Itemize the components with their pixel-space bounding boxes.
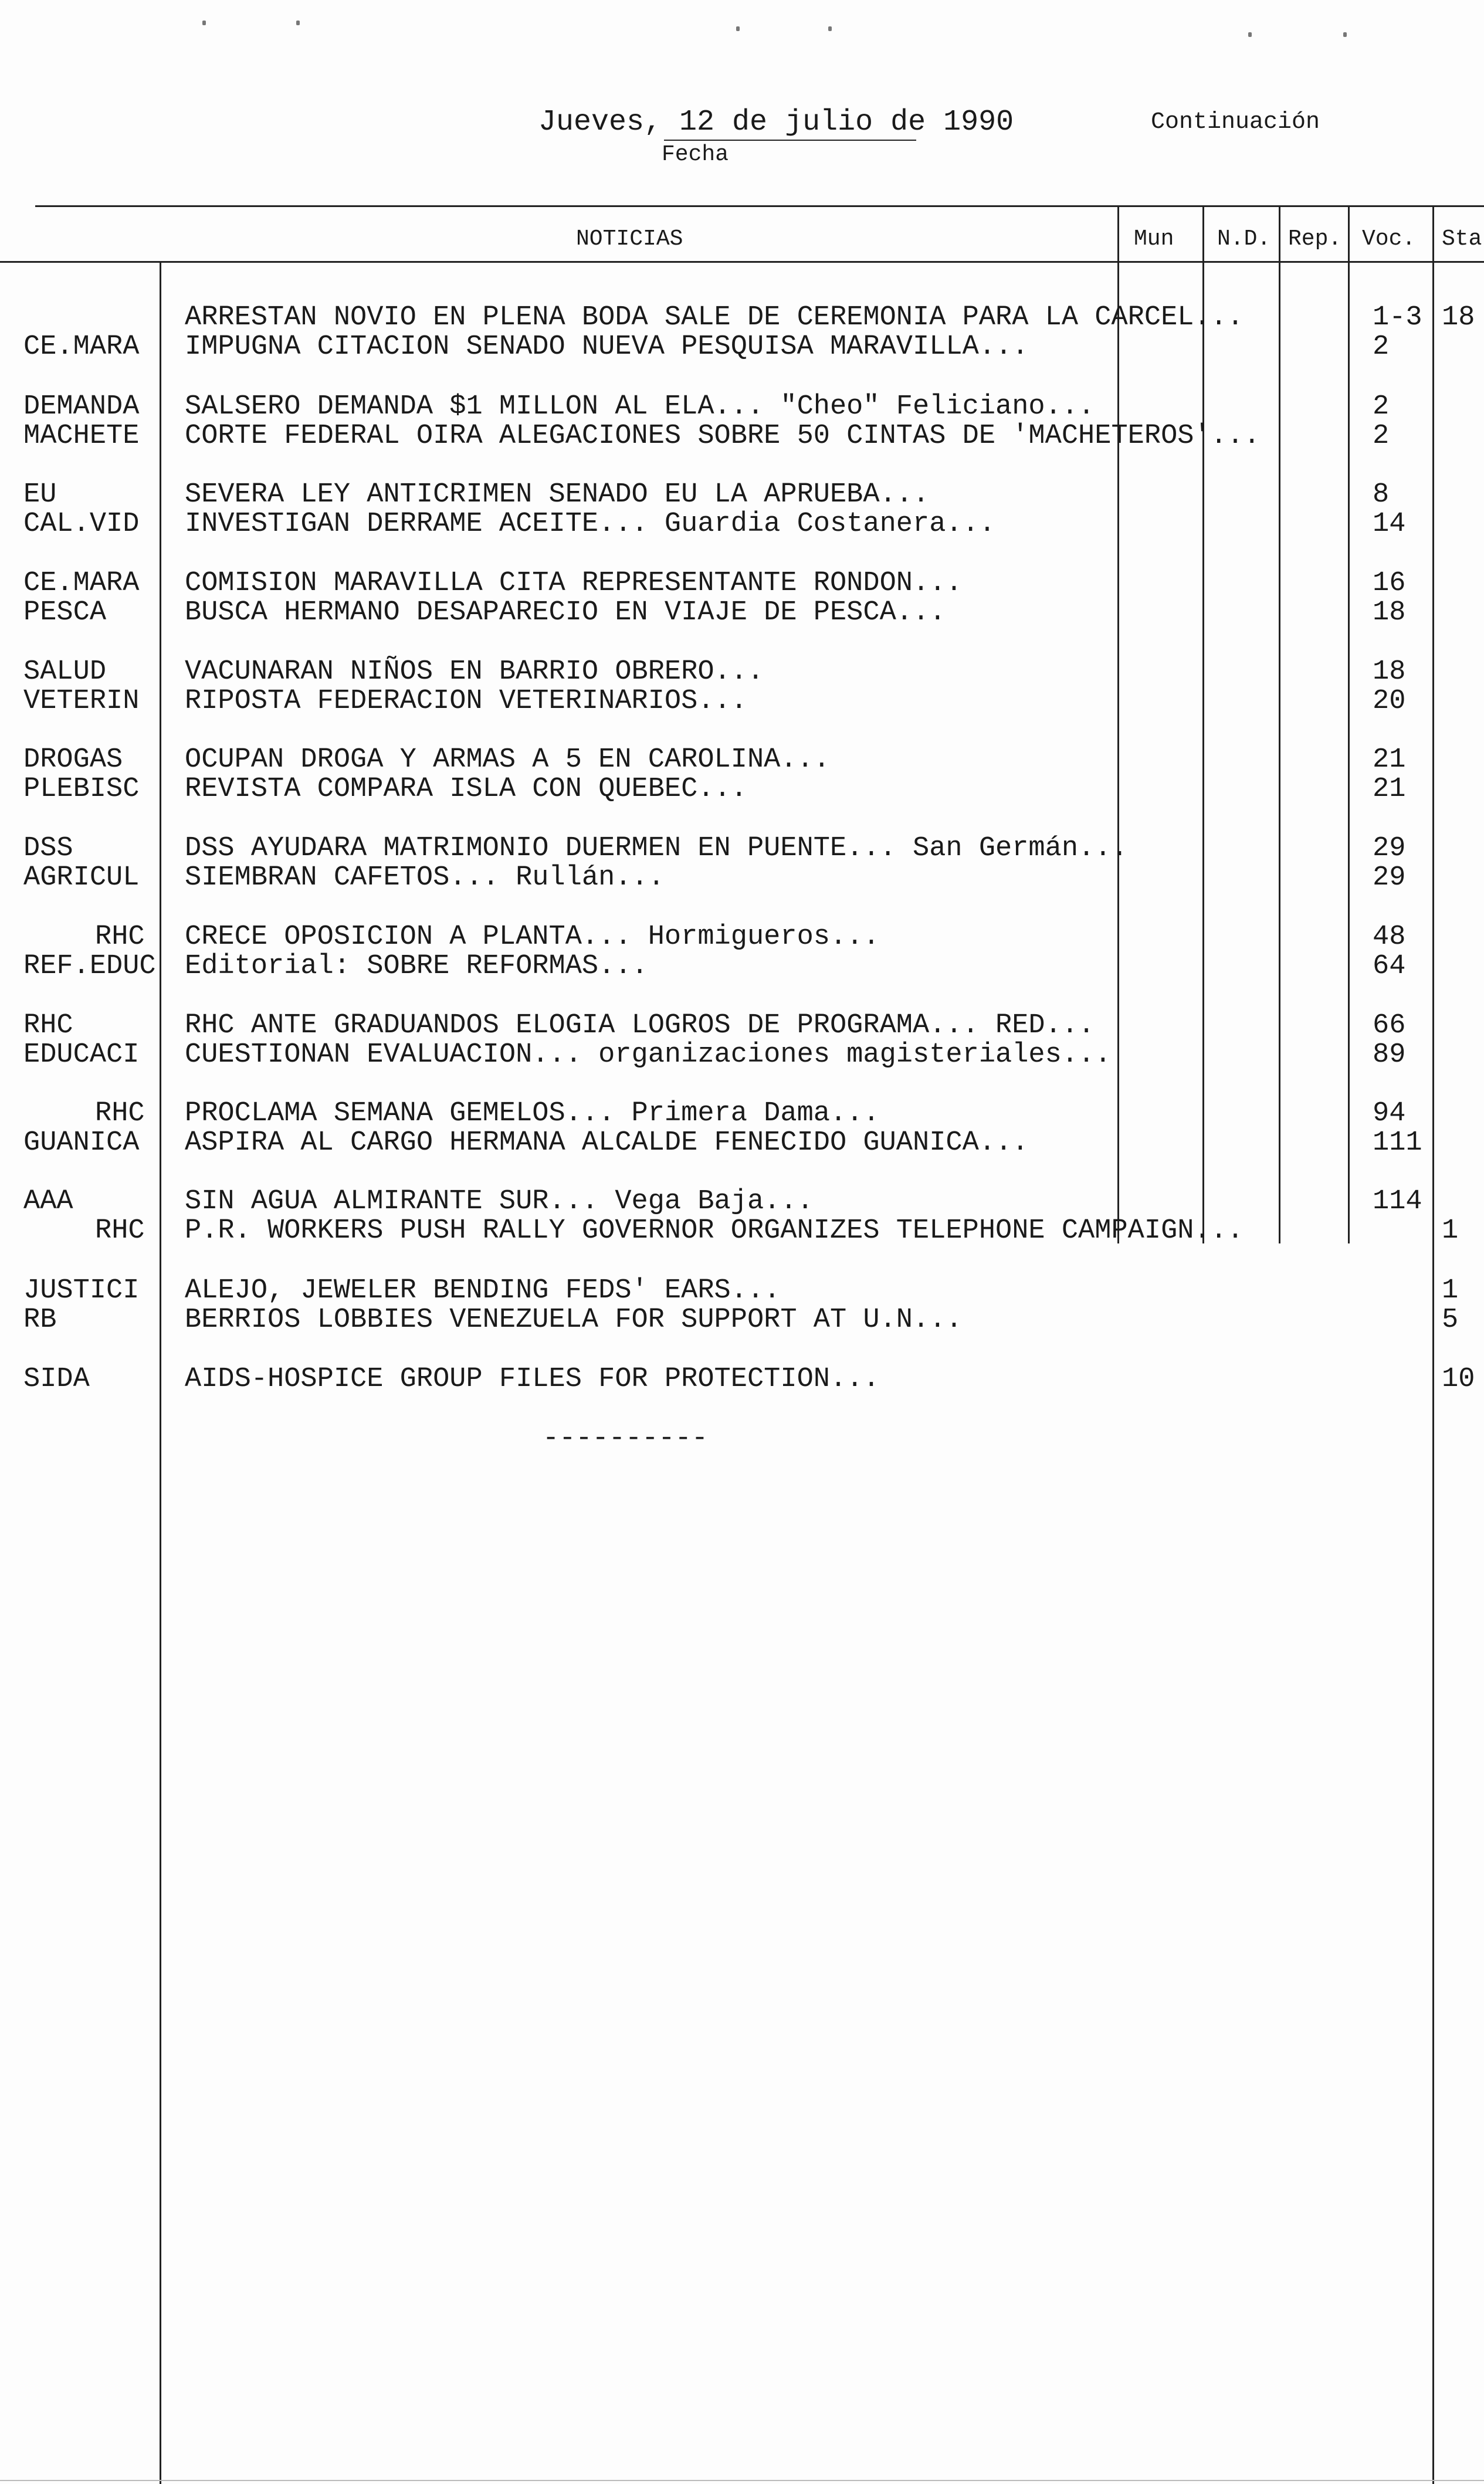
row-category: AAA — [23, 1186, 73, 1217]
row-category: RHC — [23, 1010, 73, 1041]
row-headline: COMISION MARAVILLA CITA REPRESENTANTE RONDON... — [185, 568, 963, 599]
row-headline: Editorial: SOBRE REFORMAS... — [185, 951, 648, 982]
row-headline: PROCLAMA SEMANA GEMELOS... Primera Dama... — [185, 1098, 880, 1129]
row-voc: 64 — [1373, 951, 1406, 982]
row-voc: 2 — [1373, 391, 1390, 422]
row-voc: 48 — [1373, 921, 1406, 953]
scan-speck — [736, 26, 740, 31]
row-headline: CORTE FEDERAL OIRA ALEGACIONES SOBRE 50 CINTAS DE 'MACHETEROS'... — [185, 421, 1261, 452]
row-sta: 1 — [1442, 1275, 1459, 1306]
table-row — [0, 951, 1406, 982]
header-date-label: Fecha — [662, 142, 729, 167]
row-category: CE.MARA — [23, 568, 140, 599]
row-category: CE.MARA — [23, 331, 140, 362]
header-date: Jueves, 12 de julio de 1990 — [538, 106, 1014, 139]
row-category: EU — [23, 479, 57, 510]
row-sta: 18 — [1442, 302, 1475, 333]
date-underline — [664, 140, 916, 141]
table-row — [0, 331, 1390, 362]
scan-bottom-edge — [0, 2480, 1484, 2481]
row-voc: 66 — [1373, 1010, 1406, 1041]
table-row — [0, 479, 1390, 510]
table-row — [0, 302, 1475, 333]
row-headline: RHC ANTE GRADUANDOS ELOGIA LOGROS DE PROGRAMA... RED... — [185, 1010, 1095, 1041]
column-divider-voc — [1348, 205, 1350, 1243]
column-divider-category — [160, 261, 161, 2484]
row-category: GUANICA — [23, 1127, 140, 1158]
row-voc: 89 — [1373, 1039, 1406, 1070]
row-category: VETERIN — [23, 686, 140, 717]
table-row — [0, 568, 1406, 599]
scan-speck — [1343, 32, 1347, 37]
table-header-rule — [0, 261, 1484, 263]
column-header-noticias: NOTICIAS — [576, 226, 683, 252]
row-voc: 29 — [1373, 862, 1406, 893]
header-continuation: Continuación — [1151, 109, 1320, 135]
table-row — [0, 1275, 1459, 1306]
row-headline: SALSERO DEMANDA $1 MILLON AL ELA... "Cheo" Feliciano... — [185, 391, 1095, 422]
row-category: RHC — [95, 921, 145, 953]
table-row — [0, 1304, 1459, 1336]
row-category: JUSTICI — [23, 1275, 140, 1306]
row-headline: VACUNARAN NIÑOS EN BARRIO OBRERO... — [185, 656, 764, 687]
row-sta: 1 — [1442, 1215, 1459, 1246]
column-header-mun: Mun — [1134, 226, 1174, 252]
row-voc: 1-3 — [1373, 302, 1422, 333]
row-voc: 18 — [1373, 656, 1406, 687]
row-category: EDUCACI — [23, 1039, 140, 1070]
table-row — [0, 421, 1390, 452]
row-category: RHC — [95, 1215, 145, 1246]
column-header-rep: Rep. — [1288, 226, 1342, 252]
row-headline: ASPIRA AL CARGO HERMANA ALCALDE FENECIDO GUANICA... — [185, 1127, 1029, 1158]
column-header-sta: Sta — [1442, 226, 1482, 252]
table-top-rule — [35, 205, 1484, 207]
table-row — [0, 1364, 1475, 1395]
row-headline: ARRESTAN NOVIO EN PLENA BODA SALE DE CEREMONIA PARA LA CARCEL... — [185, 302, 1244, 333]
row-category: DSS — [23, 833, 73, 864]
row-category: REF.EDUC — [23, 951, 156, 982]
table-row — [0, 1098, 1406, 1129]
row-category: RHC — [95, 1098, 145, 1129]
row-voc: 2 — [1373, 421, 1390, 452]
row-headline: INVESTIGAN DERRAME ACEITE... Guardia Costanera... — [185, 509, 996, 540]
row-headline: BUSCA HERMANO DESAPARECIO EN VIAJE DE PESCA... — [185, 597, 946, 628]
column-divider-rep — [1279, 205, 1280, 1243]
row-voc: 21 — [1373, 774, 1406, 805]
scan-speck — [202, 21, 206, 25]
row-category: SIDA — [23, 1364, 90, 1395]
row-voc: 8 — [1373, 479, 1390, 510]
row-headline: IMPUGNA CITACION SENADO NUEVA PESQUISA MARAVILLA... — [185, 331, 1029, 362]
table-row — [0, 1010, 1406, 1041]
row-voc: 21 — [1373, 744, 1406, 775]
row-sta: 5 — [1442, 1304, 1459, 1336]
row-headline: DSS AYUDARA MATRIMONIO DUERMEN EN PUENTE... San Germán... — [185, 833, 1128, 864]
row-headline: REVISTA COMPARA ISLA CON QUEBEC... — [185, 774, 747, 805]
table-row — [0, 833, 1406, 864]
table-row — [0, 391, 1390, 422]
row-headline: SIEMBRAN CAFETOS... Rullán... — [185, 862, 665, 893]
row-category: AGRICUL — [23, 862, 140, 893]
row-sta: 10 — [1442, 1364, 1475, 1395]
row-headline: SEVERA LEY ANTICRIMEN SENADO EU LA APRUEBA... — [185, 479, 930, 510]
table-row — [0, 656, 1406, 687]
table-row — [0, 1127, 1422, 1158]
row-headline: SIN AGUA ALMIRANTE SUR... Vega Baja... — [185, 1186, 814, 1217]
column-header-voc: Voc. — [1362, 226, 1416, 252]
table-row — [0, 686, 1406, 717]
row-category: RB — [23, 1304, 57, 1336]
row-voc: 20 — [1373, 686, 1406, 717]
table-row — [0, 862, 1406, 893]
row-headline: AIDS-HOSPICE GROUP FILES FOR PROTECTION... — [185, 1364, 880, 1395]
table-row — [0, 509, 1406, 540]
table-row — [0, 921, 1406, 953]
row-voc: 2 — [1373, 331, 1390, 362]
column-header-nd: N.D. — [1217, 226, 1271, 252]
scan-speck — [828, 26, 832, 31]
row-headline: OCUPAN DROGA Y ARMAS A 5 EN CAROLINA... — [185, 744, 830, 775]
row-voc: 29 — [1373, 833, 1406, 864]
row-voc: 94 — [1373, 1098, 1406, 1129]
table-row — [0, 774, 1406, 805]
row-headline: CUESTIONAN EVALUACION... organizaciones magisteriales... — [185, 1039, 1112, 1070]
row-voc: 18 — [1373, 597, 1406, 628]
scan-speck — [296, 21, 300, 25]
column-divider-nd — [1202, 205, 1204, 1243]
table-row — [0, 744, 1406, 775]
row-voc: 16 — [1373, 568, 1406, 599]
table-row — [0, 1215, 1459, 1246]
scan-speck — [1248, 32, 1252, 37]
column-divider-mun — [1117, 205, 1119, 1243]
row-headline: RIPOSTA FEDERACION VETERINARIOS... — [185, 686, 747, 717]
row-headline: ALEJO, JEWELER BENDING FEDS' EARS... — [185, 1275, 781, 1306]
row-headline: P.R. WORKERS PUSH RALLY GOVERNOR ORGANIZES TELEPHONE CAMPAIGN... — [185, 1215, 1244, 1246]
end-of-list-dashes: ---------- — [543, 1423, 709, 1454]
row-category: DROGAS — [23, 744, 123, 775]
row-headline: CRECE OPOSICION A PLANTA... Hormigueros... — [185, 921, 880, 953]
row-voc: 111 — [1373, 1127, 1422, 1158]
table-row — [0, 597, 1406, 628]
table-row — [0, 1186, 1422, 1217]
column-divider-sta — [1432, 205, 1434, 2484]
row-voc: 14 — [1373, 509, 1406, 540]
row-category: MACHETE — [23, 421, 140, 452]
row-category: CAL.VID — [23, 509, 140, 540]
row-category: PLEBISC — [23, 774, 140, 805]
row-voc: 114 — [1373, 1186, 1422, 1217]
row-category: SALUD — [23, 656, 107, 687]
row-headline: BERRIOS LOBBIES VENEZUELA FOR SUPPORT AT U.N... — [185, 1304, 963, 1336]
table-row — [0, 1039, 1406, 1070]
row-category: PESCA — [23, 597, 107, 628]
row-category: DEMANDA — [23, 391, 140, 422]
